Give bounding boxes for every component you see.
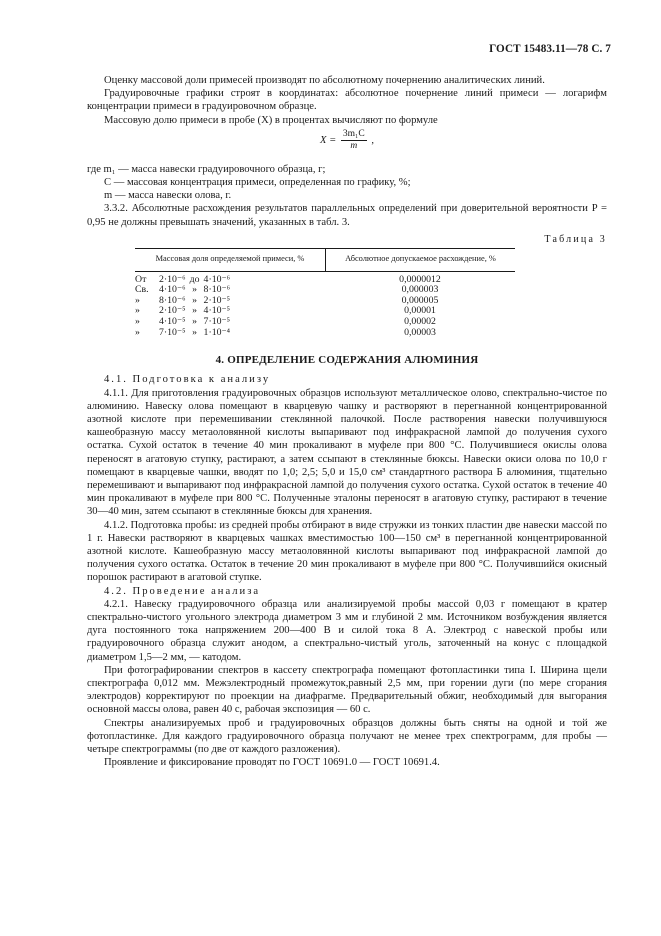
paragraph-calibration: Градуировочные графики строят в координатах: абсолютное почернение линий примеси — логарифм концентрации примеси в градуировочном образце. — [87, 88, 607, 113]
range-prefix: » — [135, 305, 140, 317]
formula-tail: , — [371, 134, 375, 146]
table-cell-deviation: 0,00001 — [404, 305, 436, 317]
range-sep: » — [192, 284, 197, 296]
range-prefix: » — [135, 294, 140, 306]
range-to: 2·10⁻⁵ — [203, 294, 231, 306]
range-prefix: Св. — [135, 284, 149, 296]
paragraph-spectra: Спектры анализируемых проб и градуировочных образцов должны быть сняты на одной и той же фотопластинке. Для каждого градуировочного образца получают не менее трех спектрограмм, для пробы — четыре спектрограммы (по две от каждого разложения). — [87, 717, 607, 755]
table-header-deviation: Абсолютное допускаемое расхождение, % — [325, 249, 515, 271]
definition-m1: где m₁ — масса навески градуировочного образца, г; — [87, 163, 326, 175]
range-sep: » — [192, 294, 197, 306]
range-from: 7·10⁻⁵ — [159, 326, 186, 338]
formula-lhs: X = — [319, 134, 337, 146]
range-sep: » — [192, 305, 197, 317]
range-from: 2·10⁻⁶ — [159, 273, 186, 285]
formula-numerator: 3m₁C — [342, 128, 365, 139]
range-prefix: » — [135, 326, 140, 338]
page-content — [87, 74, 607, 769]
formula-denominator: m — [350, 140, 358, 151]
table-caption: Таблица 3 — [544, 233, 607, 245]
table-cell-deviation: 0,000005 — [401, 294, 439, 306]
range-sep: » — [192, 326, 197, 338]
paragraph-formula-intro: Массовую долю примеси в пробе (X) в процентах вычисляют по формуле — [104, 114, 438, 126]
subsection-4-2-title: 4.2. Проведение анализа — [104, 585, 261, 597]
range-from: 2·10⁻⁵ — [159, 305, 186, 317]
range-sep: до — [189, 273, 200, 285]
table-header — [135, 248, 515, 272]
paragraph-assessment: Оценку массовой доли примесей производят по абсолютному почернению аналитических линий. — [104, 75, 545, 86]
table-cell-deviation: 0,0000012 — [399, 273, 441, 285]
formula — [87, 129, 607, 157]
table-col-deviation — [325, 275, 515, 339]
range-prefix: От — [135, 273, 147, 285]
range-to: 4·10⁻⁶ — [203, 273, 231, 285]
range-to: 4·10⁻⁵ — [203, 305, 231, 317]
formula-fraction — [341, 129, 367, 152]
table-cell-deviation: 0,00002 — [404, 315, 436, 327]
range-to: 1·10⁻⁴ — [203, 326, 231, 338]
range-to: 8·10⁻⁶ — [203, 284, 231, 296]
paragraph-4-1-2: 4.1.2. Подготовка пробы: из средней пробы отбирают в виде стружки из тонких пластин две навески массой по 1 г. Навески растворяют в кварцевых чашках вместимостью 100—150 см³ в перегнанной концентрированной азотной кислоте. Кашеобразную массу метаоловянной кислоты выпаривают под инфракрасной лампой до получения сухого остатка. Остаток в течение 20 мин прокаливают в муфеле при 800 °С. Получившийся окисный порошок растирают в агатовой ступке. — [87, 519, 607, 584]
paragraph-4-1-1: 4.1.1. Для приготовления градуировочных образцов используют металлическое олово, спектрально-чистое по алюминию. Навеску олова помещают в кварцевую чашку и растворяют в перегнанной концентрированной азотной кислоте при перемешивании стеклянной палочкой. После растворения навески получившуюся кашеобразную массу метаоловянной кислоты выпаривают под инфракрасной лампой до получения сухого остатка. Сухой остаток в течение 40 мин прокаливают в муфеле при 800 °С. Получившиеся окислы олова переносят в агатовую ступку, растирают, а затем ссыпают в стеклянные бюксы. Навески окиси олова по 10,0 г помещают в кварцевые чашки, вводят по 1,0; 2,5; 5,0 и 15,0 см³ стандартного раствора Б алюминия, тщательно перемешивают и выпаривают под инфракрасной лампой до получения сухого остатка. Сухой остаток в течение 40 мин прокаливают в муфеле при 800 °С. Полученные эталоны переносят в агатовую ступку, растирают в течение 30—40 мин, затем ссыпают в стеклянные бюксы для хранения. — [87, 387, 607, 518]
table-body — [135, 272, 515, 339]
paragraph-4-2-1: 4.2.1. Навеску градуировочного образца или анализируемой пробы массой 0,03 г помещают в кратер спектрально-чистого угольного электрода диаметром 3 мм и глубиной 2 мм. Источником возбуждения является дуга постоянного тока напряжением 200—400 В и силой тока 8 А. Электрод с навеской пробы или градуировочного образца служит анодом, а спектрально-чистый уголь, заточенный на конус с площадкой диаметром 1,5—2 мм, — катодом. — [87, 598, 607, 663]
page-header: ГОСТ 15483.11—78 С. 7 — [489, 43, 611, 55]
paragraph-development: Проявление и фиксирование проводят по ГОСТ 10691.0 — ГОСТ 10691.4. — [104, 757, 440, 769]
table-header-fraction: Массовая доля определяемой примеси, % — [155, 254, 305, 264]
definition-m: m — масса навески олова, г. — [104, 190, 232, 202]
range-from: 4·10⁻⁶ — [159, 284, 186, 296]
paragraph-3-3-2: 3.3.2. Абсолютные расхождения результатов параллельных определений при доверительной вероятности P = 0,95 не должны превышать значений, указанных в табл. 3. — [87, 203, 607, 228]
range-sep: » — [192, 315, 197, 327]
table-col-range — [135, 275, 325, 339]
range-to: 7·10⁻⁵ — [203, 315, 231, 327]
table-cell-deviation: 0,00003 — [404, 326, 436, 338]
paragraph-photography: При фотографировании спектров в кассету спектрографа помещают фотопластинки типа I. Ширина щели спектрографа 0,012 мм. Межэлектродный промежуток,равный 2,5 мм, при горении дуги (по мере сгорания электродов) корректируют по проекции на диафрагме. Предварительный обжиг, необходимый для выгорания основной массы олова, равен 40 с, рабочая экспозиция — 60 с. — [87, 664, 607, 716]
range-from: 4·10⁻⁵ — [159, 315, 186, 327]
definition-c: C — массовая концентрация примеси, определенная по графику, %; — [104, 177, 411, 189]
range-prefix: » — [135, 315, 140, 327]
section-4-title: 4. ОПРЕДЕЛЕНИЕ СОДЕРЖАНИЯ АЛЮМИНИЯ — [215, 354, 479, 367]
range-from: 8·10⁻⁶ — [159, 294, 186, 306]
table-3 — [135, 248, 515, 338]
table-row-range — [135, 328, 325, 339]
subsection-4-1-title: 4.1. Подготовка к анализу — [104, 374, 271, 386]
table-cell-deviation: 0,000003 — [401, 284, 439, 296]
